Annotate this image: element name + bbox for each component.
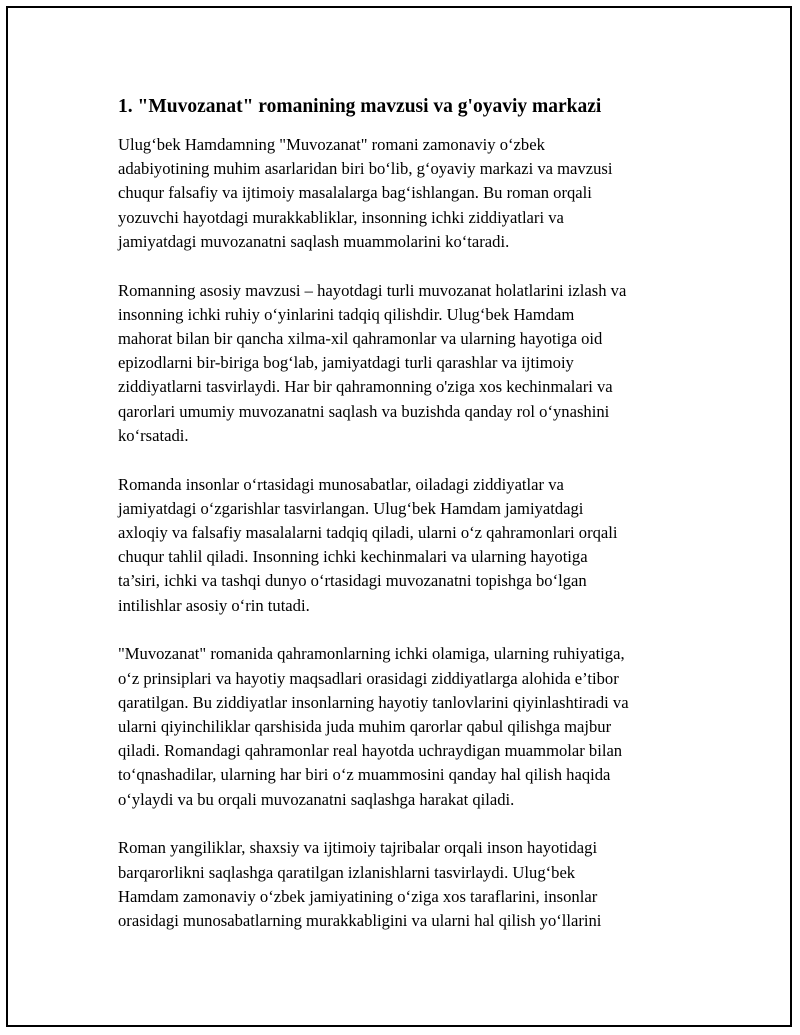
paragraph: [118, 473, 688, 618]
text-line: insonning ichki ruhiy o‘yinlarini tadqiq qilishdir. Ulug‘bek Hamdam: [118, 304, 575, 324]
text-line: mahorat bilan bir qancha xilma-xil qahramonlar va ularning hayotiga oid: [118, 329, 603, 349]
paragraph: [118, 642, 688, 811]
text-line: ta’siri, ichki va tashqi dunyo o‘rtasidagi muvozanatni topishga bo‘lgan: [118, 571, 587, 591]
paragraph: [118, 133, 688, 254]
document-body: [118, 93, 688, 958]
text-line: o‘ylaydi va bu orqali muvozanatni saqlashga harakat qiladi.: [118, 789, 515, 809]
paragraph: [118, 836, 688, 933]
text-line: ularni qiyinchiliklar qarshisida juda muhim qarorlar qabul qilishga majbur: [118, 717, 612, 737]
text-line: jamiyatdagi o‘zgarishlar tasvirlangan. Ulug‘bek Hamdam jamiyatdagi: [118, 498, 584, 518]
text-line: Ulug‘bek Hamdamning "Muvozanat" romani zamonaviy o‘zbek: [118, 135, 545, 154]
paragraph: [118, 279, 688, 448]
text-line: Roman yangiliklar, shaxsiy va ijtimoiy tajribalar orqali inson hayotidagi: [118, 838, 598, 858]
text-line: ko‘rsatadi.: [118, 425, 189, 445]
text-line: yozuvchi hayotdagi murakkabliklar, insonning ichki ziddiyatlari va: [118, 207, 564, 227]
text-line: Romanning asosiy mavzusi – hayotdagi turli muvozanat holatlarini izlash va: [118, 280, 627, 300]
text-line: qiladi. Romandagi qahramonlar real hayotda uchraydigan muammolar bilan: [118, 741, 623, 761]
text-line: adabiyotining muhim asarlaridan biri bo‘lib, g‘oyaviy markazi va mavzusi: [118, 159, 613, 179]
text-line: "Muvozanat" romanida qahramonlarning ichki olamiga, ularning ruhiyatiga,: [118, 644, 625, 664]
text-line: o‘z prinsiplari va hayotiy maqsadlari orasidagi ziddiyatlarga alohida e’tibor: [118, 668, 619, 688]
text-line: qarorlari umumiy muvozanatni saqlash va buzishda qanday rol o‘ynashini: [118, 401, 610, 421]
text-line: Romanda insonlar o‘rtasidagi munosabatlar, oiladagi ziddiyatlar va: [118, 474, 564, 494]
text-line: intilishlar asosiy o‘rin tutadi.: [118, 595, 310, 615]
text-line: qaratilgan. Bu ziddiyatlar insonlarning hayotiy tanlovlarini qiyinlashtiradi va: [118, 692, 629, 712]
text-line: to‘qnashadilar, ularning har biri o‘z muammosini qanday hal qilish haqida: [118, 765, 611, 785]
text-line: chuqur tahlil qiladi. Insonning ichki kechinmalari va ularning hayotiga: [118, 547, 588, 567]
text-line: chuqur falsafiy va ijtimoiy masalalarga bag‘ishlangan. Bu roman orqali: [118, 183, 592, 203]
text-line: axloqiy va falsafiy masalalarni tadqiq qiladi, ularni o‘z qahramonlari orqali: [118, 523, 618, 543]
text-line: barqarorlikni saqlashga qaratilgan izlanishlarni tasvirlaydi. Ulug‘bek: [118, 862, 576, 882]
text-line: ziddiyatlarni tasvirlaydi. Har bir qahramonning o'ziga xos kechinmalari va: [118, 377, 613, 397]
text-line: jamiyatdagi muvozanatni saqlash muammolarini ko‘taradi.: [118, 231, 510, 251]
section-title: 1. "Muvozanat" romanining mavzusi va g'oyaviy markazi: [118, 96, 602, 117]
text-line: orasidagi munosabatlarning murakkabligini va ularni hal qilish yo‘llarini: [118, 911, 602, 931]
text-line: epizodlarni bir-biriga bog‘lab, jamiyatdagi turli qarashlar va ijtimoiy: [118, 353, 574, 373]
text-line: Hamdam zamonaviy o‘zbek jamiyatining o‘ziga xos taraflarini, insonlar: [118, 886, 598, 906]
